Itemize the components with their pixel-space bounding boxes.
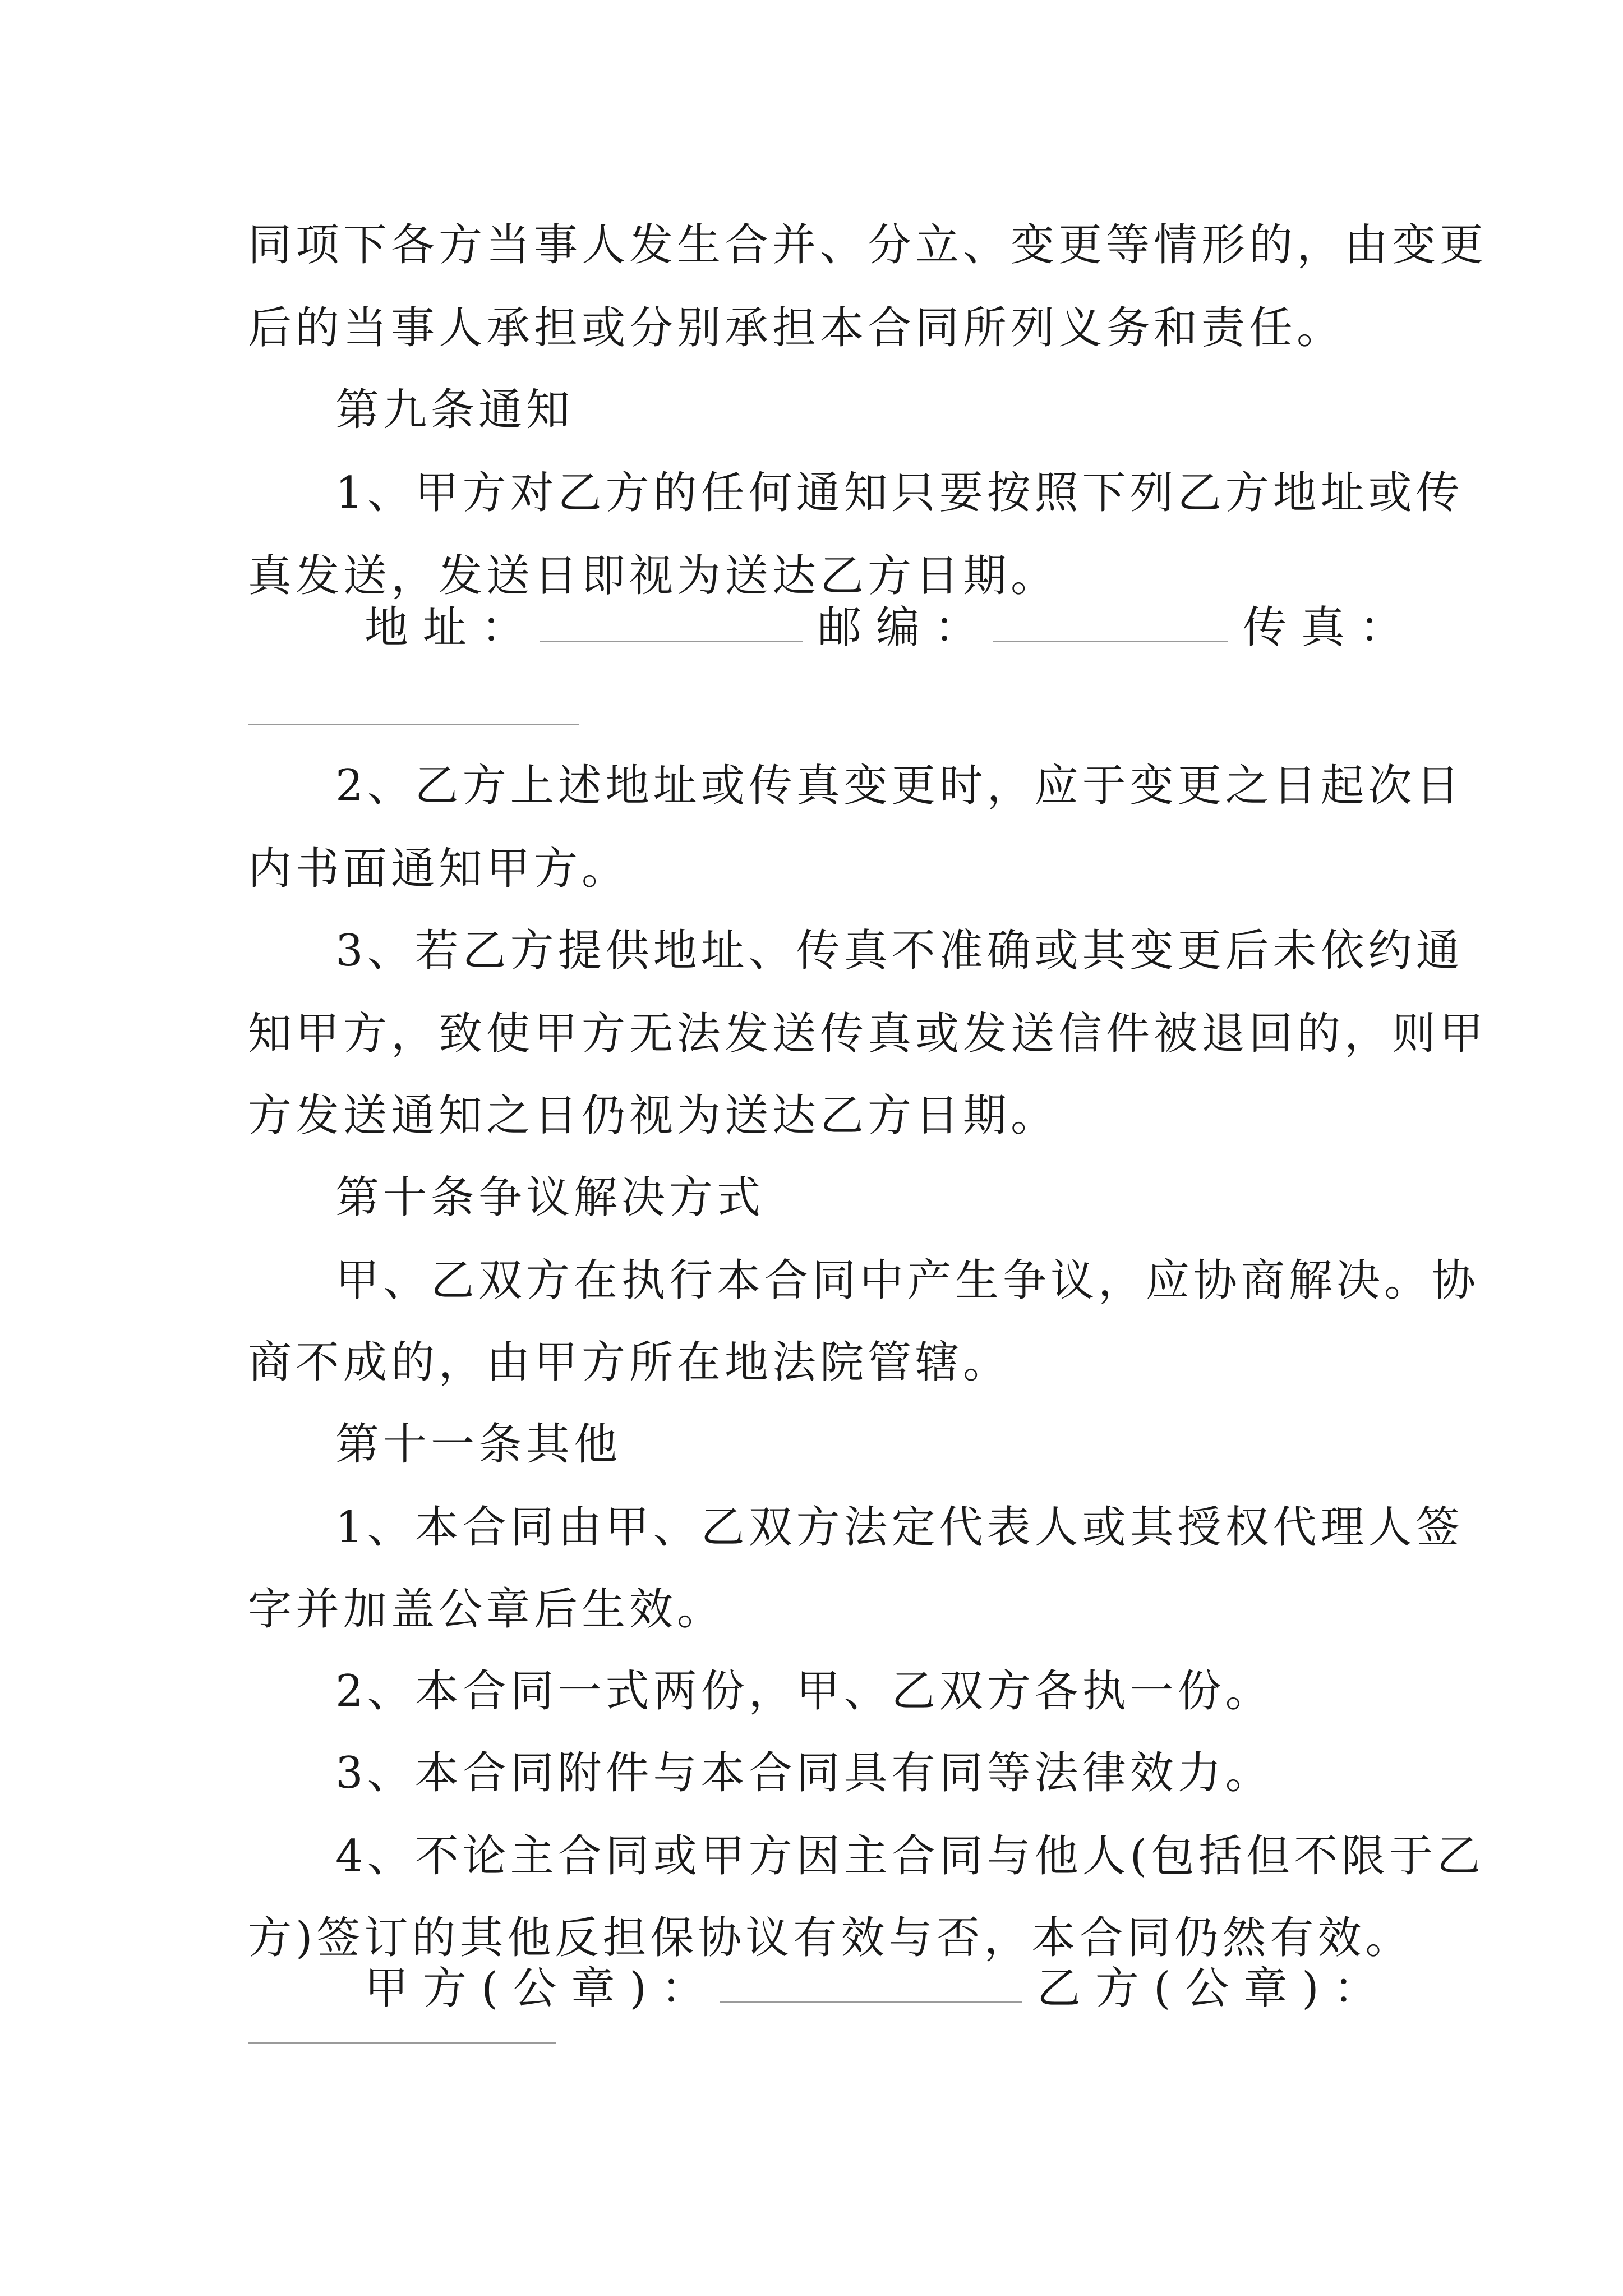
party-a-seal-blank xyxy=(720,1969,1022,2003)
article-11-heading: 第十一条其他 xyxy=(335,1419,622,1470)
party-a-seal-label: 甲方(公章)： xyxy=(365,1963,720,2014)
address-blank xyxy=(540,608,803,642)
paragraph-line: 内书面通知甲方。 xyxy=(248,844,630,894)
article-10-heading: 第十条争议解决方式 xyxy=(335,1172,765,1223)
paragraph-line: 方)签订的其他反担保协议有效与否，本合同仍然有效。 xyxy=(248,1913,1413,1963)
paragraph-line: 真发送，发送日即视为送达乙方日期。 xyxy=(248,551,1059,601)
paragraph-line: 1、本合同由甲、乙双方法定代表人或其授权代理人签 xyxy=(335,1502,1464,1553)
party-b-seal-label: 乙方(公章)： xyxy=(1036,1963,1392,2014)
postcode-label: 邮编： xyxy=(818,602,993,653)
paragraph-line: 1、甲方对乙方的任何通知只要按照下列乙方地址或传 xyxy=(335,468,1464,518)
address-label: 地址： xyxy=(365,602,540,653)
paragraph-line: 2、本合同一式两份，甲、乙双方各执一份。 xyxy=(335,1666,1273,1717)
paragraph-line: 后的当事人承担或分别承担本合同所列义务和责任。 xyxy=(248,303,1345,353)
contact-fields-row xyxy=(365,597,1418,659)
paragraph-line: 3、本合同附件与本合同具有同等法律效力。 xyxy=(335,1748,1273,1798)
paragraph-line: 同项下各方当事人发生合并、分立、变更等情形的，由变更 xyxy=(248,220,1488,270)
paragraph-line: 知甲方，致使甲方无法发送传真或发送信件被退回的，则甲 xyxy=(248,1009,1488,1059)
paragraph-line: 4、不论主合同或甲方因主合同与他人(包括但不限于乙 xyxy=(335,1831,1485,1881)
paragraph-line: 3、若乙方提供地址、传真不准确或其变更后未依约通 xyxy=(335,926,1464,976)
party-b-seal-blank xyxy=(248,2042,556,2044)
signature-row xyxy=(365,1958,1392,2019)
fax-blank xyxy=(248,724,579,725)
fax-label: 传真： xyxy=(1243,602,1418,653)
postcode-blank xyxy=(993,608,1228,642)
paragraph-line: 商不成的，由甲方所在地法院管辖。 xyxy=(248,1337,1011,1388)
paragraph-line: 字并加盖公章后生效。 xyxy=(248,1584,725,1635)
article-9-heading: 第九条通知 xyxy=(335,385,574,435)
paragraph-line: 方发送通知之日仍视为送达乙方日期。 xyxy=(248,1091,1059,1141)
paragraph-line: 2、乙方上述地址或传真变更时，应于变更之日起次日 xyxy=(335,761,1464,811)
paragraph-line: 甲、乙双方在执行本合同中产生争议，应协商解决。协 xyxy=(335,1255,1480,1306)
